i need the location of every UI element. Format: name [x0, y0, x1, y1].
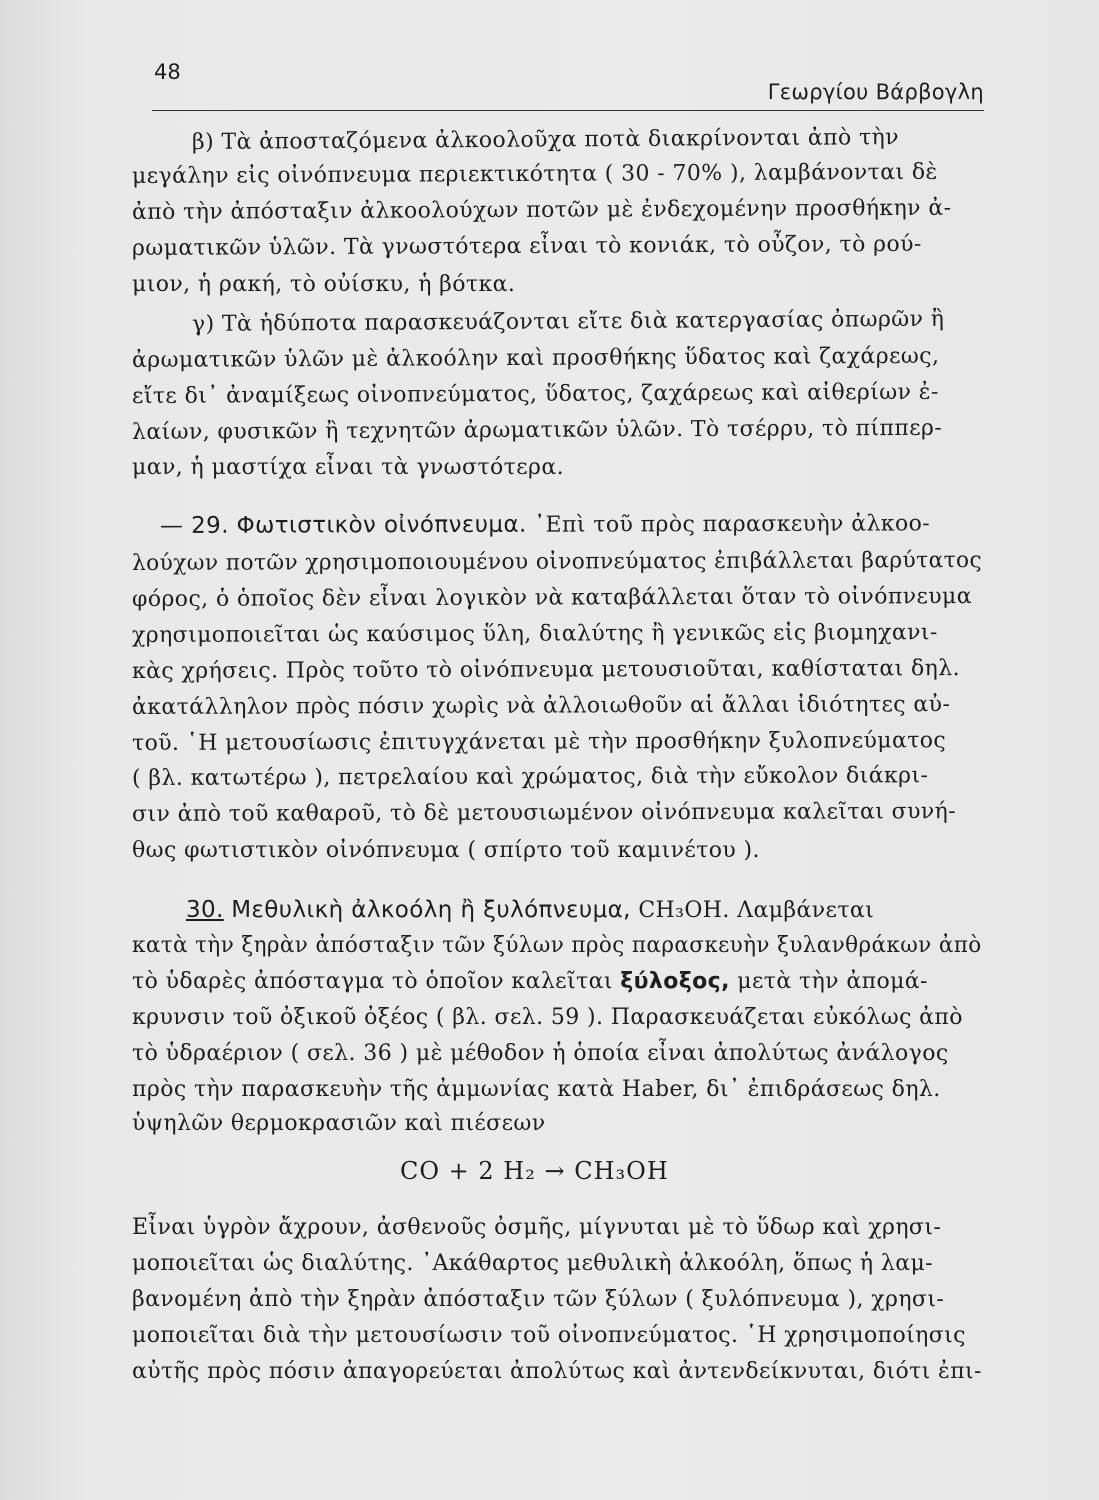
- text-line: πρὸς τὴν παρασκευὴν τῆς ἀμμωνίας κατὰ Haber, δι᾿ ἐπιδράσεως δηλ.: [132, 1077, 941, 1102]
- text-line: τοῦ. ῾Η μετουσίωσις ἐπιτυγχάνεται μὲ τὴν προσθήκην ξυλοπνεύματος: [131, 728, 947, 756]
- section-29-text: ᾿Επὶ τοῦ πρὸς παρασκευὴν ἀλκοο-: [534, 511, 931, 538]
- text-line: μεγάλην εἰς οἰνόπνευμα περιεκτικότητα ( 30 - 70% ), λαμβάνονται δὲ: [131, 159, 938, 189]
- text-line: ἀκατάλληλον πρὸς πόσιν χωρὶς νὰ ἀλλοιωθοῦν αἱ ἄλλαι ἰδιότητες αὐ-: [131, 692, 951, 720]
- section-30-text: CH₃OH. Λαμβάνεται: [638, 898, 875, 923]
- text-line: ἀρωματικῶν ὑλῶν μὲ ἀλκοόλην καὶ προσθήκης ὕδατος καὶ ζαχάρεως,: [131, 343, 940, 373]
- text-line: ἀπὸ τὴν ἀπόσταξιν ἀλκοολούχων ποτῶν μὲ ἐνδεχομένην προσθήκην ἀ-: [131, 195, 952, 225]
- text-line: χρησιμοποιεῖται ὡς καύσιμος ὕλη, διαλύτης ἢ γενικῶς εἰς βιομηχανι-: [131, 620, 938, 648]
- text-line: ( βλ. κατωτέρω ), πετρελαίου καὶ χρώματος, διὰ τὴν εὔκολον διάκρι-: [131, 763, 929, 791]
- text-line: αὐτῆς πρὸς πόσιν ἀπαγορεύεται ἀπολύτως καὶ ἀντενδείκνυται, διότι ἐπι-: [132, 1359, 982, 1384]
- text-line: τὸ ὑδραέριον ( σελ. 36 ) μὲ μέθοδον ἡ ὁποία εἶναι ἀπολύτως ἀνάλογος: [132, 1041, 949, 1066]
- text-line: γ) Τὰ ἡδύποτα παρασκευάζονται εἴτε διὰ κατεργασίας ὀπωρῶν ἢ: [191, 306, 945, 337]
- section-29-first-line: [160, 510, 930, 539]
- chemical-equation: CO + 2 H₂ → CH₃OH: [400, 1157, 669, 1185]
- text-line: [132, 969, 928, 994]
- text-line: κρυνσιν τοῦ ὀξικοῦ ὀξέος ( βλ. σελ. 59 ). Παρασκευάζεται εὐκόλως ἀπὸ: [132, 1005, 963, 1030]
- text-line: μοποιεῖται διὰ τὴν μετουσίωσιν τοῦ οἰνοπνεύματος. ῾Η χρησιμοποίησις: [132, 1323, 966, 1348]
- running-head: Γεωργίου Βάρβογλη: [767, 80, 984, 104]
- text-line: κατὰ τὴν ξηρὰν ἀπόσταξιν τῶν ξύλων πρὸς παρασκευὴν ξυλανθράκων ἀπὸ: [132, 933, 982, 958]
- text-line: β) Τὰ ἀποσταζόμενα ἀλκοολοῦχα ποτὰ διακρίνονται ἀπὸ τὴν: [191, 125, 900, 155]
- page-number: 48: [154, 60, 181, 84]
- text-line: μαν, ἡ μαστίχα εἶναι τὰ γνωστότερα.: [132, 455, 564, 480]
- section-30-heading: Μεθυλικὴ ἀλκοόλη ἢ ξυλόπνευμα,: [231, 897, 631, 923]
- text-line: ρωματικῶν ὑλῶν. Τὰ γνωστότερα εἶναι τὸ κονιάκ, τὸ οὖζον, τὸ ρού-: [131, 231, 922, 261]
- text-line: λούχων ποτῶν χρησιμοποιουμένου οἰνοπνεύματος ἐπιβάλλεται βαρύτατος: [131, 548, 983, 576]
- text-line: Εἶναι ὑγρὸν ἄχρουν, ἀσθενοῦς ὀσμῆς, μίγνυται μὲ τὸ ὕδωρ καὶ χρησι-: [132, 1215, 942, 1240]
- section-30-first-line: [186, 897, 874, 923]
- text-line: θως φωτιστικὸν οἰνόπνευμα ( σπίρτο τοῦ καμινέτου ).: [132, 838, 760, 863]
- text-line: μιον, ἡ ρακή, τὸ οὐίσκυ, ἡ βότκα.: [132, 272, 516, 297]
- section-29-heading: — 29. Φωτιστικὸν οἰνόπνευμα.: [159, 511, 527, 539]
- page-header: [152, 58, 984, 111]
- text-line: κὰς χρήσεις. Πρὸς τοῦτο τὸ οἰνόπνευμα μετουσιοῦται, καθίσταται δηλ.: [131, 656, 961, 684]
- text-line: βανομένη ἀπὸ τὴν ξηρὰν ἀπόσταξιν τῶν ξύλων ( ξυλόπνευμα ), χρησι-: [132, 1287, 945, 1312]
- text-segment: τὸ ὑδαρὲς ἀπόσταγμα τὸ ὁποῖον καλεῖται: [132, 969, 613, 994]
- text-line: μοποιεῖται ὡς διαλύτης. ᾿Ακάθαρτος μεθυλικὴ ἀλκοόλη, ὅπως ἡ λαμ-: [132, 1251, 933, 1276]
- term-xyloxos: ξύλοξος,: [620, 969, 730, 994]
- text-segment: μετὰ τὴν ἀπομά-: [737, 969, 928, 994]
- text-line: λαίων, φυσικῶν ἢ τεχνητῶν ἀρωματικῶν ὑλῶν. Τὸ τσέρρυ, τὸ πίππερ-: [131, 415, 943, 445]
- text-line: σιν ἀπὸ τοῦ καθαροῦ, τὸ δὲ μετουσιωμένον οἰνόπνευμα καλεῖται συνή-: [131, 799, 957, 827]
- text-line: φόρος, ὁ ὁποῖος δὲν εἶναι λογικὸν νὰ καταβάλλεται ὅταν τὸ οἰνόπνευμα: [131, 584, 973, 612]
- text-line: εἴτε δι᾿ ἀναμίξεως οἰνοπνεύματος, ὕδατος, ζαχάρεως καὶ αἰθερίων ἐ-: [131, 379, 939, 409]
- section-30-number: 30.: [186, 897, 224, 923]
- text-line: ὑψηλῶν θερμοκρασιῶν καὶ πιέσεων: [132, 1111, 546, 1136]
